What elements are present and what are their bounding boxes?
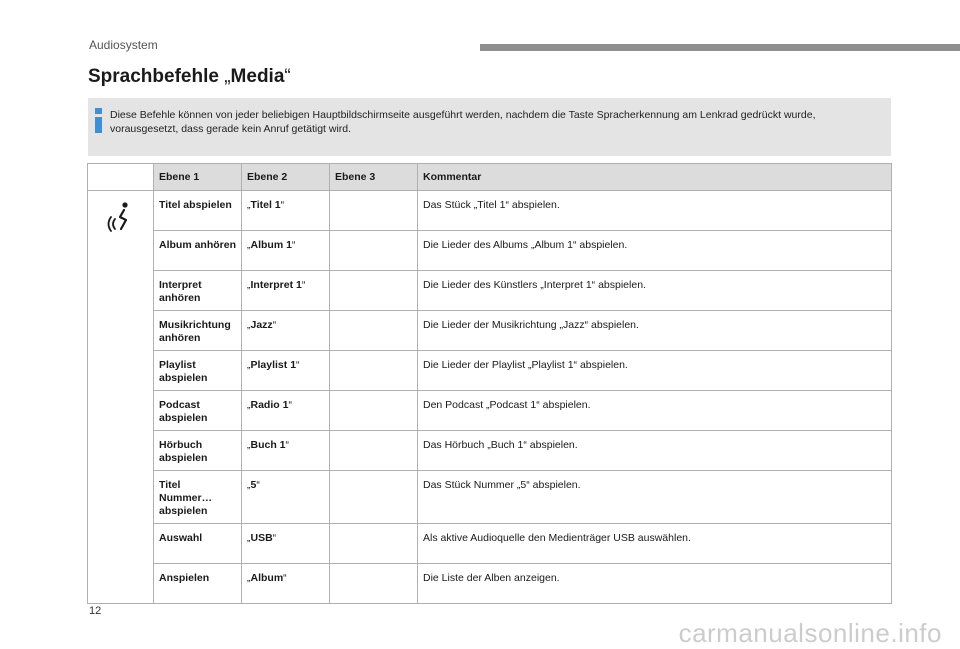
header-bar xyxy=(480,44,960,51)
table-row xyxy=(88,271,892,311)
cell-level-1: Playlist abspielen xyxy=(154,351,242,391)
page-title: Sprachbefehle „Media“ xyxy=(88,66,291,87)
cell-level-3 xyxy=(330,351,418,391)
command-table xyxy=(87,163,892,604)
cell-level-2: „Interpret 1“ xyxy=(242,271,330,311)
cell-level-1: Hörbuch abspielen xyxy=(154,431,242,471)
table-header-row xyxy=(88,164,892,191)
cell-level-2: „Album“ xyxy=(242,564,330,604)
cell-level-1: Album anhören xyxy=(154,231,242,271)
header-kommentar: Kommentar xyxy=(418,164,892,191)
cell-level-1: Podcast abspielen xyxy=(154,391,242,431)
cell-level-2: „Titel 1“ xyxy=(242,191,330,231)
cell-level-3 xyxy=(330,311,418,351)
cell-level-3 xyxy=(330,564,418,604)
cell-level-1: Musikrichtung anhören xyxy=(154,311,242,351)
table-row xyxy=(88,191,892,231)
cell-comment: Den Podcast „Podcast 1“ abspielen. xyxy=(418,391,892,431)
cell-comment: Das Hörbuch „Buch 1“ abspielen. xyxy=(418,431,892,471)
cell-level-2: „Buch 1“ xyxy=(242,431,330,471)
cell-level-2: „USB“ xyxy=(242,524,330,564)
table-row xyxy=(88,391,892,431)
voice-command-icon xyxy=(107,201,135,235)
cell-level-2: „5“ xyxy=(242,471,330,524)
cell-level-3 xyxy=(330,524,418,564)
cell-level-1: Auswahl xyxy=(154,524,242,564)
table-row xyxy=(88,431,892,471)
header-ebene-3: Ebene 3 xyxy=(330,164,418,191)
cell-comment: Das Stück Nummer „5“ abspielen. xyxy=(418,471,892,524)
table-row xyxy=(88,311,892,351)
cell-comment: Als aktive Audioquelle den Medienträger USB auswählen. xyxy=(418,524,892,564)
watermark: carmanualsonline.info xyxy=(678,618,942,648)
section-label: Audiosystem xyxy=(89,38,158,52)
table-row xyxy=(88,231,892,271)
table-row xyxy=(88,351,892,391)
cell-comment: Die Lieder des Künstlers „Interpret 1“ abspielen. xyxy=(418,271,892,311)
cell-level-2: „Radio 1“ xyxy=(242,391,330,431)
cell-comment: Die Liste der Alben anzeigen. xyxy=(418,564,892,604)
cell-comment: Die Lieder der Playlist „Playlist 1“ abspielen. xyxy=(418,351,892,391)
cell-level-3 xyxy=(330,431,418,471)
header-ebene-2: Ebene 2 xyxy=(242,164,330,191)
table-row xyxy=(88,524,892,564)
header-blank xyxy=(88,164,154,191)
info-text: Diese Befehle können von jeder beliebigen Hauptbildschirmseite ausgeführt werden, nachdem die Taste Spracherkennung am Lenkrad gedrückt wurde, vorausgesetzt, dass gerade kein Anruf getätigt wird. xyxy=(110,109,816,135)
cell-comment: Die Lieder der Musikrichtung „Jazz“ abspielen. xyxy=(418,311,892,351)
info-icon xyxy=(95,108,102,132)
cell-level-3 xyxy=(330,231,418,271)
table-row xyxy=(88,564,892,604)
cell-level-3 xyxy=(330,191,418,231)
header-ebene-1: Ebene 1 xyxy=(154,164,242,191)
cell-level-3 xyxy=(330,391,418,431)
cell-level-1: Titel Nummer… abspielen xyxy=(154,471,242,524)
cell-level-3 xyxy=(330,471,418,524)
page-number: 12 xyxy=(89,605,102,617)
cell-level-1: Anspielen xyxy=(154,564,242,604)
cell-level-2: „Playlist 1“ xyxy=(242,351,330,391)
cell-level-2: „Jazz“ xyxy=(242,311,330,351)
cell-comment: Die Lieder des Albums „Album 1“ abspielen. xyxy=(418,231,892,271)
info-box xyxy=(88,98,891,156)
icon-cell xyxy=(88,191,154,604)
table-row xyxy=(88,471,892,524)
cell-level-1: Titel abspielen xyxy=(154,191,242,231)
cell-level-2: „Album 1“ xyxy=(242,231,330,271)
cell-comment: Das Stück „Titel 1“ abspielen. xyxy=(418,191,892,231)
cell-level-1: Interpret anhören xyxy=(154,271,242,311)
cell-level-3 xyxy=(330,271,418,311)
